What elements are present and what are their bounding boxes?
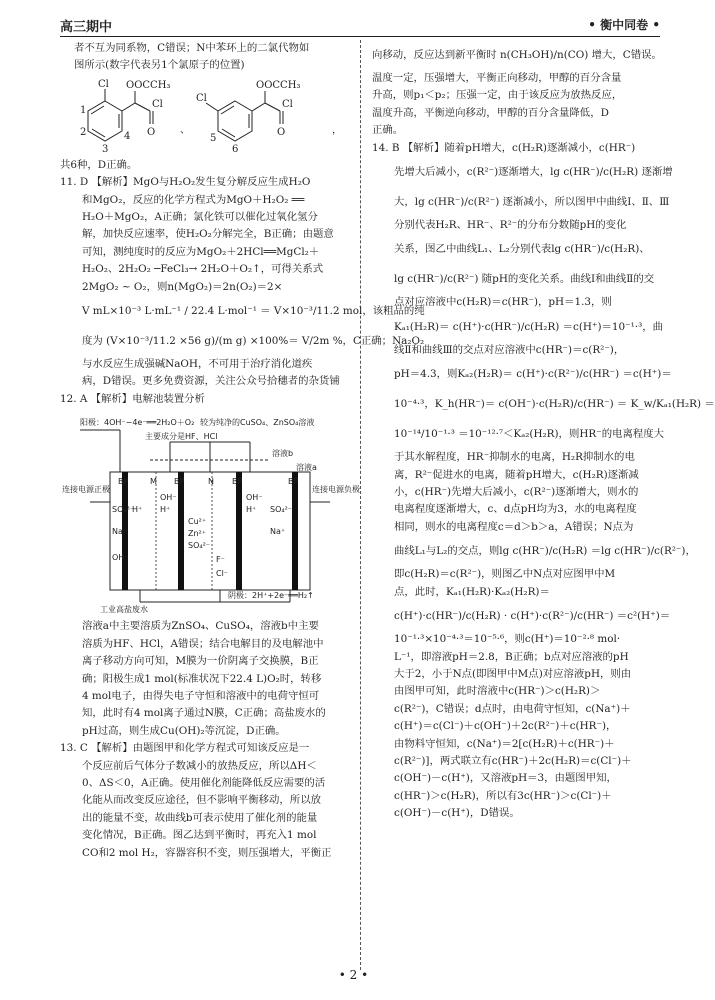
q14-line: L⁻¹，即溶液pH＝2.8，B正确；b点对应溶液的pH [394,650,629,663]
q14-line: 于其水解程度，HR⁻抑制水的电离，H₂R抑制水的电 [394,451,635,464]
q14-line: 分别代表H₂R、HR⁻、R²⁻的分布分数随pH的变化 [394,219,627,232]
separator: 、 [180,124,190,136]
q12-line: 4 mol电子，由得失电子守恒和溶液中的电荷守恒可 [82,689,320,702]
q12-line: pH过高，则生成Cu(OH)₂等沉淀，D正确。 [82,724,286,737]
q11-line: 度为 (V×10⁻³/11.2 ×56 g)/(m g) ×100%＝ V/2m %，C正确；Na₂O₂ [82,335,425,348]
q14-line: c(R²⁻)，C错误；d点时，由电荷守恒知，c(Na⁺)＋ [394,702,631,715]
q11-line: H₂O＋MgO₂，A正确；氯化铁可以催化过氧化氢分 [82,211,318,224]
q11-line: V mL×10⁻³ L·mL⁻¹ / 22.4 L·mol⁻¹ ＝ V×10⁻³/11.2 mol，该粗品的纯 [82,305,425,318]
ion-label: SO₄²⁻ [188,541,211,551]
q14-line: lg c(HR⁻)/c(R²⁻) 随pH的变化关系。曲线Ⅰ和曲线Ⅱ的交 [394,273,655,286]
header-right: • 衡中同卷 • [588,18,660,32]
q14-line: 相同，则水的电离程度c＝d＞b＞a，A错误；N点为 [394,520,634,533]
q13-cont-line: 正确。 [372,124,404,137]
right-column [372,40,715,823]
molecule-diagram [60,77,350,155]
q14-line: 离，R²⁻促进水的电离，随着pH增大，c(H₂R)逐渐减 [394,468,639,481]
fig-label-n: N [208,477,214,487]
ion-label: SO₄²⁻ [112,505,135,515]
q11-line: 2MgO₂ ~ O₂，则n(MgO₂)＝2n(O₂)＝2× [82,280,283,293]
chem-label: O [147,126,156,138]
q11-line: 解，加快反应速率，使H₂O₂分解完全，B正确；由题意 [82,228,334,241]
q14-line: c(OH⁻)－c(H⁺)，D错误。 [394,807,520,820]
column-divider [360,40,361,970]
q14-line: 先增大后减小，c(R²⁻)逐渐增大，lg c(HR⁻)/c(H₂R) 逐渐增 [394,166,673,179]
fig-label-anode: 阳极：4OH⁻−4e⁻══2H₂O＋O₂ [80,418,195,428]
page-number: • 2 • [338,968,369,982]
q14-line: 大，lg c(HR⁻)/c(R²⁻) 逐渐减小，所以图甲中曲线Ⅰ、Ⅱ、Ⅲ [394,196,670,209]
q12-line: 溶质为HF、HCl，A错误；结合电解目的及电解池中 [82,637,324,650]
header-left: 高三期中 [60,20,113,35]
q14-line: Kₐ₁(H₂R)＝ c(H⁺)·c(HR⁻)/c(H₂R) ＝c(H⁺)＝10⁻¹·³，曲 [394,320,664,333]
q14-line: 电离程度逐渐增大，c、d点pH均为3，水的电离程度 [394,503,637,516]
q12-line: 溶液a中主要溶质为ZnSO₄、CuSO₄，溶液b中主要 [82,620,319,633]
electrolysis-figure [60,412,360,615]
chem-label: Cl [152,98,163,110]
position-number: 4 [124,130,131,142]
ion-label: Na⁺ [112,527,128,537]
q14-line: c(H⁺)＝c(Cl⁻)＋c(OH⁻)＋2c(R²⁻)＋c(HR⁻)， [394,720,617,733]
ion-label: F⁻ [216,555,225,565]
q12-line: 离子移动方向可知，M膜为一价阴离子交换膜，B正 [82,655,319,668]
q14-line: 10⁻¹⁴/10⁻¹·³ ＝10⁻¹²·⁷＜Kₐ₂(H₂R)，则HR⁻的电离程度大 [394,428,665,441]
q14-line: 即c(H₂R)＝c(R²⁻)，则图乙中N点对应图甲中M [394,568,616,581]
q14-line: c(OH⁻)－c(H⁺)，又溶液pH＝3，由题图甲知， [394,772,617,785]
q11-line: H₂O₂、2H₂O₂ ─FeCl₃→ 2H₂O＋O₂↑，可得关系式 [82,263,324,276]
q14-line: 点，此时，Kₐ₁(H₂R)·Kₐ₂(H₂R)＝ [394,585,550,598]
ion-label: Cl⁻ [216,569,229,579]
ion-label: H⁺ [160,505,171,515]
q11-line: 与水反应生成强碱NaOH，不可用于治疗消化道疾 [82,358,313,371]
q12-line: 知，此时有4 mol离子通过N膜，C正确；高盐废水的 [82,707,326,720]
fig-label-bp: BP [288,477,299,487]
q14-line: 大于2，小于N点(即图甲中M点)对应溶液pH，则由 [394,667,632,680]
fig-label-solb: 溶液b [272,449,294,459]
q13-cont-line: 温度升高，平衡逆向移动，甲醇的百分含量降低，D [372,106,609,119]
fig-label-cathode: 阴极：2H⁺+2e⁻══H₂↑ [228,591,314,601]
q14-line: c(R²⁻)]，两式联立有c(HR⁻)＋2c(H₂R)＝c(Cl⁻)＋ [394,754,632,767]
position-number: 6 [232,143,239,155]
chem-label: Cl [196,92,207,104]
position-number: 1 [80,104,87,116]
text-line: 共6种，D正确。 [60,158,138,171]
q13-cont-line: 升高，则p₁＜p₂；压强一定，由于该反应为放热反应， [372,89,623,102]
q14-line: 由图甲可知，此时溶液中c(HR⁻)＞c(H₂R)＞ [394,685,601,698]
text-line: 者不互为同系物，C错误；N中苯环上的二氯代物如 [74,42,310,54]
q14-line: pH＝4.3，则Kₐ₂(H₂R)＝ c(H⁺)·c(R²⁻)/c(HR⁻) ＝c(H⁺)＝ [394,368,672,381]
q14-line: 小，c(HR⁻)先增大后减小，c(R²⁻)逐渐增大，则水的 [394,486,639,499]
fig-label-bp: BP [232,477,243,487]
q12-heading: 12. A 【解析】电解池装置分析 [60,392,205,405]
ion-label: Cu²⁺ [188,517,207,527]
text-line: 图所示(数字代表另1个氯原子的位置) [74,59,245,72]
q14-line: 由物料守恒知，c(Na⁺)＝2[c(H₂R)＋c(HR⁻)＋ [394,737,615,750]
q14-line: 10⁻¹·³×10⁻⁴·³＝10⁻⁵·⁶，则c(H⁺)＝10⁻²·⁸ mol· [394,633,621,646]
fig-label-positive: 连接电源正极 [62,485,110,495]
molecule-structures [60,77,350,155]
fig-label-main: 主要成分是HF、HCl [145,432,218,442]
ion-label: H⁺ [246,505,257,515]
ion-label: H⁺ [132,505,143,515]
fig-label-bp: BP [174,477,185,487]
q14-line: 14. B 【解析】随着pH增大，c(H₂R)逐渐减小，c(HR⁻) [372,141,636,154]
page-header [60,14,660,36]
electrolysis-diagram [60,412,360,615]
ion-label: OH⁻ [246,493,263,503]
q13-line: 出的能量不变，故曲线b可表示使用了催化剂的能量 [82,811,318,824]
ion-label: OH⁻ [160,493,177,503]
q11-line: 11. D 【解析】MgO与H₂O₂发生复分解反应生成H₂O [60,176,311,189]
header-rule [60,36,660,37]
q13-line: 个反应前后气体分子数减小的放热反应，所以ΔH＜ [82,759,317,772]
q14-line: c(HR⁻)＞c(H₂R)，所以有3c(HR⁻)＞c(Cl⁻)＋ [394,789,612,802]
ion-label: SO₄²⁻ [270,505,293,515]
ion-label: OH⁻ [112,553,129,563]
q14-line: 线Ⅱ和曲线Ⅲ的交点对应溶液中c(HR⁻)＝c(R²⁻)， [394,343,625,356]
left-column [60,40,425,862]
q13-line: 化能从而改变反应途径，但不影响平衡移动，所以放 [82,794,321,807]
q13-line: 13. C 【解析】由题图甲和化学方程式可知该反应是一 [60,742,310,755]
q11-line: 可知，测纯度时的反应为MgO₂＋2HCl══MgCl₂＋ [82,245,320,258]
separator: ， [332,124,342,136]
chem-label: OOCCH₃ [126,79,171,91]
fig-label-pure: 较为纯净的CuSO₄、ZnSO₄溶液 [200,418,315,428]
q11-line: 病，D错误。更多免费资源，关注公众号拾穗者的杂货铺 [82,375,340,388]
position-number: 2 [80,126,87,138]
q14-line: c(H⁺)·c(HR⁻)/c(H₂R) · c(H⁺)·c(R²⁻)/c(HR⁻) ＝c²(H⁺)＝ [394,610,671,623]
q14-line: 关系，图乙中曲线L₁、L₂分别代表lg c(HR⁻)/c(H₂R)、 [394,243,650,256]
fig-label-m: M [150,477,157,487]
position-number: 3 [102,143,109,155]
ion-label: Zn²⁺ [188,529,206,539]
chem-label: Cl [282,98,293,110]
fig-label-sola: 溶液a [296,463,317,473]
q13-line: 0、ΔS＜0，A正确。使用催化剂能降低反应需要的活 [82,776,326,789]
q13-line: CO和2 mol H₂，容器容积不变，则压强增大，平衡正 [82,846,332,859]
fig-label-waste: 工业高盐废水 [100,605,148,615]
ion-label: Na⁺ [270,527,286,537]
q14-line: 曲线L₁与L₂的交点，则lg c(HR⁻)/c(H₂R) ＝lg c(HR⁻)/c(R²⁻)， [394,545,696,558]
fig-label-bp: BP [118,477,129,487]
chem-label: O [277,126,286,138]
q14-line: 点对应溶液中c(H₂R)＝c(HR⁻)，pH＝1.3，则 [394,296,612,309]
chem-label: Cl [98,78,109,90]
q11-line: 和MgO₂，反应的化学方程式为MgO＋H₂O₂ ══ [82,193,305,206]
q12-line: 确；阳极生成1 mol(标准状况下22.4 L)O₂时，转移 [82,672,322,685]
q14-line: 10⁻⁴·³，K_h(HR⁻)＝ c(OH⁻)·c(H₂R)/c(HR⁻) ＝ K_w/Kₐ₁(H₂R) ＝ [394,398,715,411]
q13-cont-line: 温度一定，压强增大，平衡正向移动，甲醇的百分含量 [372,72,622,84]
chem-label: OOCCH₃ [256,79,301,91]
q13-line: 变化情况，B正确。图乙达到平衡时，再充入1 mol [82,829,317,842]
q13-cont-line: 向移动，反应达到新平衡时 n(CH₃OH)/n(CO) 增大，C错误。 [372,49,662,61]
position-number: 5 [210,132,217,144]
fig-label-negative: 连接电源负极 [312,485,360,495]
